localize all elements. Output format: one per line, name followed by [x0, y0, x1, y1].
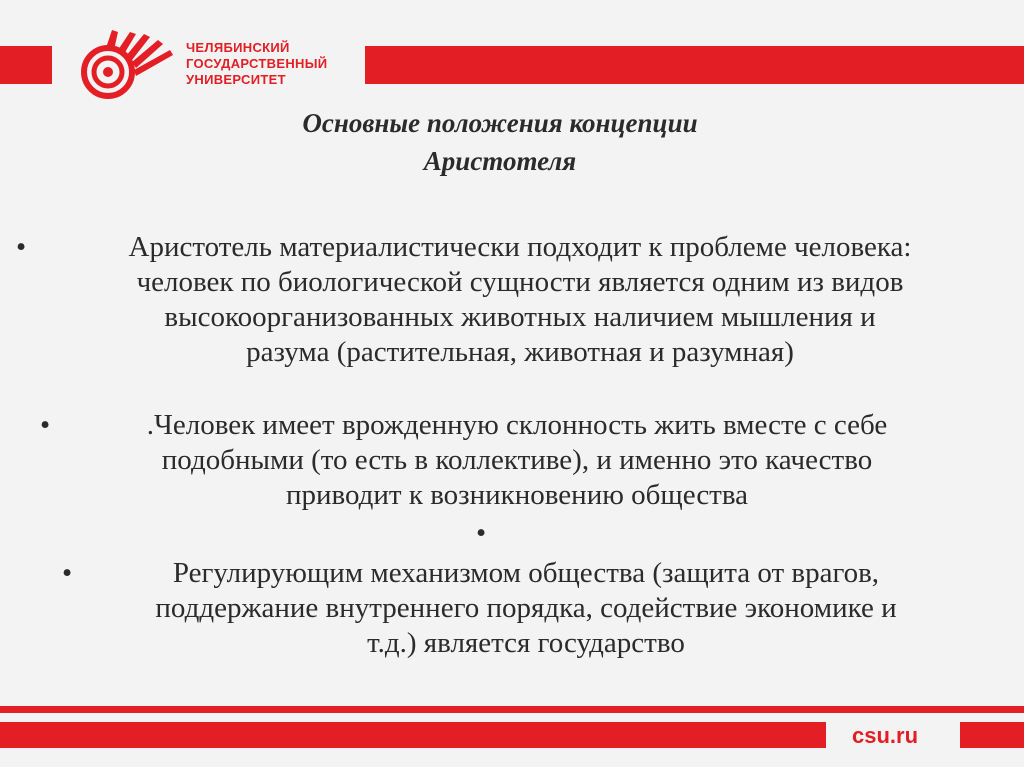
slide-title [0, 104, 1000, 180]
bullet-line: Аристотель материалистически подходит к проблеме человека: [128, 231, 912, 263]
bullet-item-2 [64, 408, 970, 513]
bullet-line: подобными (то есть в коллективе), и именно это качество [161, 444, 873, 476]
bullet-marker: • [40, 409, 51, 441]
bottom-bar-right [960, 722, 1024, 748]
top-bar-right [365, 46, 1024, 84]
university-name [186, 40, 327, 88]
bullet-marker: • [16, 231, 27, 263]
bullet-marker: • [476, 517, 487, 549]
bullet-line: .Человек имеет врожденную склонность жить вместе с себе [146, 409, 888, 441]
bullet-line: поддержание внутреннего порядка, содействие экономике и [155, 592, 897, 624]
bullet-marker: • [62, 557, 73, 589]
bullet-line: разума (растительная, животная и разумная) [246, 336, 794, 368]
university-logo-icon [78, 30, 178, 100]
slide-title-line2: Аристотеля [423, 146, 577, 176]
top-bar-left [0, 46, 52, 84]
bullet-line: приводит к возникновению общества [285, 479, 749, 511]
bullet-line: т.д.) является государство [367, 627, 685, 659]
site-link[interactable]: csu.ru [852, 723, 919, 748]
bullet-line: Регулирующим механизмом общества (защита от врагов, [172, 557, 880, 589]
university-name-line: УНИВЕРСИТЕТ [186, 72, 286, 87]
bullet-line: человек по биологической сущности является одним из видов [136, 266, 904, 298]
slide-title-line1: Основные положения концепции [302, 108, 698, 138]
university-name-line: ЧЕЛЯБИНСКИЙ [186, 40, 290, 55]
bottom-bar-left [0, 722, 826, 748]
university-name-line: ГОСУДАРСТВЕННЫЙ [186, 56, 328, 71]
bottom-bar-top [0, 706, 1024, 713]
bullet-item-3 [60, 556, 992, 661]
bullet-line: высокоорганизованных животных наличием мышления и [164, 301, 876, 333]
bullet-item-1 [40, 230, 1000, 370]
